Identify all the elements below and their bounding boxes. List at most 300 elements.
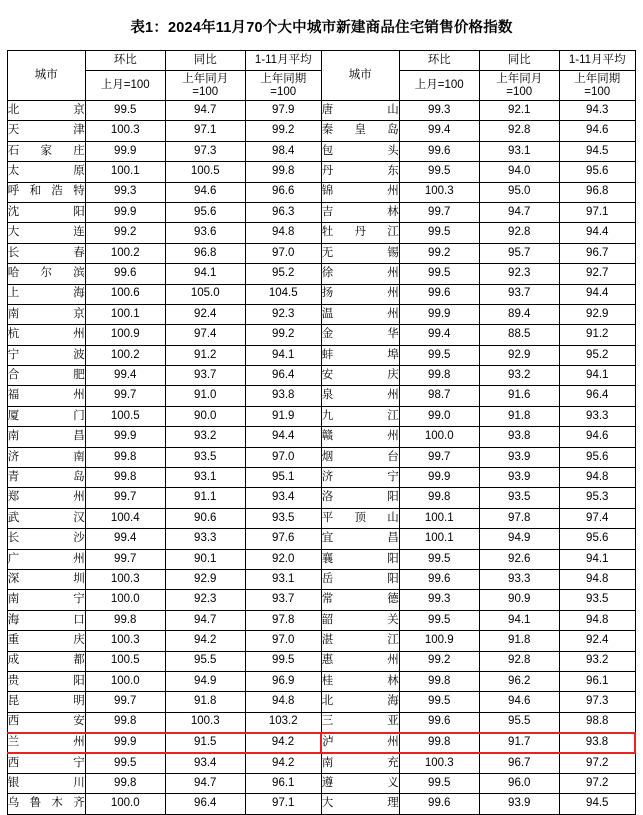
table-row bbox=[7, 631, 635, 651]
city-name-left bbox=[7, 243, 85, 263]
city-name-right bbox=[321, 508, 399, 528]
city-label: 唐山 bbox=[321, 103, 399, 116]
value-cell-right-3: 96.4 bbox=[559, 386, 635, 406]
city-name-left bbox=[7, 794, 85, 814]
table-row bbox=[7, 712, 635, 732]
city-label: 丹东 bbox=[321, 165, 399, 178]
city-name-right bbox=[321, 202, 399, 222]
city-name-left bbox=[7, 304, 85, 324]
city-label: 安庆 bbox=[321, 368, 399, 381]
city-label: 上海 bbox=[7, 287, 85, 300]
value-cell-left-3: 103.2 bbox=[245, 712, 321, 732]
city-name-left bbox=[7, 406, 85, 426]
value-cell-right-2: 92.9 bbox=[479, 345, 559, 365]
city-name-left bbox=[7, 447, 85, 467]
value-cell-right-2: 94.0 bbox=[479, 162, 559, 182]
city-name-left bbox=[7, 284, 85, 304]
value-cell-left-1: 100.3 bbox=[85, 569, 165, 589]
city-label: 海口 bbox=[7, 613, 85, 626]
value-cell-left-3: 97.0 bbox=[245, 243, 321, 263]
value-cell-left-3: 97.6 bbox=[245, 529, 321, 549]
value-cell-right-1: 99.3 bbox=[399, 101, 479, 121]
table-row bbox=[7, 202, 635, 222]
header-sub-line2: =100 bbox=[584, 85, 611, 98]
city-name-right bbox=[321, 264, 399, 284]
value-cell-left-3: 99.5 bbox=[245, 651, 321, 671]
table-row bbox=[7, 141, 635, 161]
city-name-left bbox=[7, 162, 85, 182]
city-name-right bbox=[321, 631, 399, 651]
city-name-right bbox=[321, 427, 399, 447]
city-label: 福州 bbox=[7, 389, 85, 402]
table-row bbox=[7, 773, 635, 793]
value-cell-right-3: 94.6 bbox=[559, 427, 635, 447]
city-name-right bbox=[321, 447, 399, 467]
value-cell-right-1: 99.6 bbox=[399, 569, 479, 589]
header-sub-line1: 上年同期 bbox=[574, 72, 621, 85]
city-label: 北京 bbox=[7, 103, 85, 116]
value-cell-left-2: 105.0 bbox=[165, 284, 245, 304]
value-cell-left-2: 93.4 bbox=[165, 753, 245, 773]
value-cell-left-2: 93.3 bbox=[165, 529, 245, 549]
value-cell-left-2: 91.5 bbox=[165, 733, 245, 753]
value-cell-left-3: 96.4 bbox=[245, 366, 321, 386]
value-cell-left-1: 100.1 bbox=[85, 304, 165, 324]
value-cell-right-2: 96.0 bbox=[479, 773, 559, 793]
city-name-left bbox=[7, 386, 85, 406]
value-cell-right-3: 97.2 bbox=[559, 773, 635, 793]
city-name-right bbox=[321, 712, 399, 732]
value-cell-right-2: 93.1 bbox=[479, 141, 559, 161]
value-cell-left-3: 97.0 bbox=[245, 447, 321, 467]
table-row bbox=[7, 671, 635, 691]
table-row bbox=[7, 366, 635, 386]
city-name-right bbox=[321, 386, 399, 406]
value-cell-left-2: 95.5 bbox=[165, 651, 245, 671]
value-cell-left-2: 100.5 bbox=[165, 162, 245, 182]
city-name-left bbox=[7, 671, 85, 691]
header-group-mom-left: 环比 bbox=[85, 51, 165, 71]
city-name-right bbox=[321, 549, 399, 569]
value-cell-left-1: 99.8 bbox=[85, 712, 165, 732]
value-cell-right-3: 94.8 bbox=[559, 610, 635, 630]
city-name-right bbox=[321, 223, 399, 243]
value-cell-left-1: 99.9 bbox=[85, 733, 165, 753]
value-cell-left-1: 99.8 bbox=[85, 773, 165, 793]
table-row bbox=[7, 223, 635, 243]
table-row bbox=[7, 121, 635, 141]
value-cell-right-3: 93.3 bbox=[559, 406, 635, 426]
header-sub-line1: 上年同月 bbox=[496, 72, 543, 85]
value-cell-left-3: 99.8 bbox=[245, 162, 321, 182]
value-cell-left-2: 92.3 bbox=[165, 590, 245, 610]
value-cell-left-3: 97.1 bbox=[245, 794, 321, 814]
value-cell-right-2: 95.7 bbox=[479, 243, 559, 263]
value-cell-right-2: 90.9 bbox=[479, 590, 559, 610]
table-row bbox=[7, 386, 635, 406]
city-name-left bbox=[7, 121, 85, 141]
price-index-table bbox=[7, 50, 637, 815]
city-name-right bbox=[321, 488, 399, 508]
table-row bbox=[7, 101, 635, 121]
city-label: 武汉 bbox=[7, 511, 85, 524]
city-label: 南宁 bbox=[7, 593, 85, 606]
value-cell-right-2: 95.5 bbox=[479, 712, 559, 732]
value-cell-left-1: 99.8 bbox=[85, 610, 165, 630]
city-label: 温州 bbox=[321, 307, 399, 320]
value-cell-right-3: 96.7 bbox=[559, 243, 635, 263]
table-row bbox=[7, 651, 635, 671]
city-name-left bbox=[7, 590, 85, 610]
value-cell-right-1: 99.3 bbox=[399, 590, 479, 610]
city-name-left bbox=[7, 182, 85, 202]
value-cell-right-2: 91.7 bbox=[479, 733, 559, 753]
value-cell-left-1: 99.7 bbox=[85, 692, 165, 712]
city-name-left bbox=[7, 733, 85, 753]
city-label: 成都 bbox=[7, 654, 85, 667]
value-cell-left-1: 100.1 bbox=[85, 162, 165, 182]
value-cell-right-2: 93.9 bbox=[479, 447, 559, 467]
city-name-left bbox=[7, 325, 85, 345]
value-cell-right-2: 93.9 bbox=[479, 794, 559, 814]
value-cell-right-2: 92.8 bbox=[479, 651, 559, 671]
value-cell-right-3: 97.1 bbox=[559, 202, 635, 222]
city-name-left bbox=[7, 427, 85, 447]
header-sub-line1: 上月=100 bbox=[100, 79, 150, 92]
value-cell-left-2: 93.6 bbox=[165, 223, 245, 243]
value-cell-left-3: 97.0 bbox=[245, 631, 321, 651]
value-cell-right-1: 98.7 bbox=[399, 386, 479, 406]
city-name-right bbox=[321, 651, 399, 671]
value-cell-left-3: 95.1 bbox=[245, 468, 321, 488]
city-label: 襄阳 bbox=[321, 552, 399, 565]
table-row bbox=[7, 692, 635, 712]
value-cell-right-2: 89.4 bbox=[479, 304, 559, 324]
value-cell-left-2: 91.1 bbox=[165, 488, 245, 508]
value-cell-left-1: 99.8 bbox=[85, 468, 165, 488]
city-label: 郑州 bbox=[7, 491, 85, 504]
value-cell-left-3: 99.2 bbox=[245, 121, 321, 141]
value-cell-left-1: 100.5 bbox=[85, 406, 165, 426]
city-label: 沈阳 bbox=[7, 205, 85, 218]
city-label: 遵义 bbox=[321, 776, 399, 789]
value-cell-left-3: 97.8 bbox=[245, 610, 321, 630]
city-label: 石家庄 bbox=[7, 144, 85, 157]
value-cell-left-1: 99.7 bbox=[85, 386, 165, 406]
city-label: 金华 bbox=[321, 328, 399, 341]
city-label: 深圳 bbox=[7, 572, 85, 585]
city-label: 南京 bbox=[7, 307, 85, 320]
city-name-right bbox=[321, 121, 399, 141]
city-label: 扬州 bbox=[321, 287, 399, 300]
city-name-right bbox=[321, 692, 399, 712]
value-cell-left-3: 94.8 bbox=[245, 692, 321, 712]
table-row bbox=[7, 590, 635, 610]
header-group-yoy-left: 同比 bbox=[165, 51, 245, 71]
value-cell-right-3: 94.1 bbox=[559, 549, 635, 569]
city-name-left bbox=[7, 753, 85, 773]
table-row bbox=[7, 529, 635, 549]
value-cell-right-3: 94.3 bbox=[559, 101, 635, 121]
value-cell-right-1: 99.2 bbox=[399, 243, 479, 263]
city-name-right bbox=[321, 590, 399, 610]
value-cell-right-2: 92.3 bbox=[479, 264, 559, 284]
city-label: 西宁 bbox=[7, 756, 85, 769]
value-cell-left-3: 96.3 bbox=[245, 202, 321, 222]
value-cell-right-1: 99.8 bbox=[399, 733, 479, 753]
value-cell-right-1: 99.2 bbox=[399, 651, 479, 671]
city-name-left bbox=[7, 488, 85, 508]
city-label: 广州 bbox=[7, 552, 85, 565]
city-label: 厦门 bbox=[7, 409, 85, 422]
value-cell-right-3: 95.3 bbox=[559, 488, 635, 508]
value-cell-left-2: 93.7 bbox=[165, 366, 245, 386]
city-name-right bbox=[321, 345, 399, 365]
table-row bbox=[7, 325, 635, 345]
city-name-right bbox=[321, 773, 399, 793]
value-cell-right-1: 99.5 bbox=[399, 610, 479, 630]
city-label: 杭州 bbox=[7, 328, 85, 341]
value-cell-left-1: 100.3 bbox=[85, 631, 165, 651]
city-label: 大连 bbox=[7, 226, 85, 239]
city-label: 无锡 bbox=[321, 246, 399, 259]
value-cell-right-3: 97.3 bbox=[559, 692, 635, 712]
value-cell-right-2: 91.8 bbox=[479, 631, 559, 651]
header-sub-yoy-left bbox=[165, 71, 245, 101]
value-cell-left-3: 94.2 bbox=[245, 753, 321, 773]
value-cell-left-3: 94.8 bbox=[245, 223, 321, 243]
value-cell-right-2: 94.9 bbox=[479, 529, 559, 549]
city-label: 泉州 bbox=[321, 389, 399, 402]
value-cell-left-3: 97.9 bbox=[245, 101, 321, 121]
city-label: 包头 bbox=[321, 144, 399, 157]
table-row bbox=[7, 508, 635, 528]
header-sub-avg-right bbox=[559, 71, 635, 101]
value-cell-left-1: 99.2 bbox=[85, 223, 165, 243]
value-cell-right-1: 99.5 bbox=[399, 692, 479, 712]
city-name-left bbox=[7, 468, 85, 488]
value-cell-right-3: 94.1 bbox=[559, 366, 635, 386]
value-cell-left-1: 99.4 bbox=[85, 529, 165, 549]
value-cell-right-1: 99.4 bbox=[399, 121, 479, 141]
value-cell-left-3: 91.9 bbox=[245, 406, 321, 426]
value-cell-left-2: 93.2 bbox=[165, 427, 245, 447]
value-cell-left-2: 94.7 bbox=[165, 773, 245, 793]
value-cell-right-3: 94.4 bbox=[559, 284, 635, 304]
header-sub-line2: =100 bbox=[270, 85, 297, 98]
value-cell-right-3: 94.5 bbox=[559, 141, 635, 161]
table-row bbox=[7, 427, 635, 447]
table-row bbox=[7, 447, 635, 467]
value-cell-left-2: 92.4 bbox=[165, 304, 245, 324]
value-cell-right-2: 92.8 bbox=[479, 223, 559, 243]
city-label: 长春 bbox=[7, 246, 85, 259]
value-cell-left-2: 90.1 bbox=[165, 549, 245, 569]
value-cell-right-3: 92.7 bbox=[559, 264, 635, 284]
value-cell-right-3: 95.6 bbox=[559, 529, 635, 549]
city-name-left bbox=[7, 202, 85, 222]
value-cell-right-1: 100.9 bbox=[399, 631, 479, 651]
city-label: 合肥 bbox=[7, 368, 85, 381]
city-label: 平顶山 bbox=[321, 511, 399, 524]
value-cell-left-1: 99.7 bbox=[85, 488, 165, 508]
value-cell-left-1: 99.5 bbox=[85, 753, 165, 773]
table-row bbox=[7, 304, 635, 324]
table-row bbox=[7, 284, 635, 304]
header-group-avg-left: 1-11月平均 bbox=[245, 51, 321, 71]
table-row bbox=[7, 406, 635, 426]
header-sub-line1: 上年同月 bbox=[182, 72, 229, 85]
city-label: 南昌 bbox=[7, 430, 85, 443]
value-cell-right-1: 100.3 bbox=[399, 182, 479, 202]
value-cell-right-2: 88.5 bbox=[479, 325, 559, 345]
city-label: 烟台 bbox=[321, 450, 399, 463]
value-cell-right-3: 91.2 bbox=[559, 325, 635, 345]
city-name-left bbox=[7, 569, 85, 589]
value-cell-right-2: 94.6 bbox=[479, 692, 559, 712]
header-sub-mom-right bbox=[399, 71, 479, 101]
city-label: 常德 bbox=[321, 593, 399, 606]
header-group-row bbox=[7, 51, 635, 71]
value-cell-left-2: 93.1 bbox=[165, 468, 245, 488]
city-name-right bbox=[321, 101, 399, 121]
table-row bbox=[7, 345, 635, 365]
value-cell-left-2: 94.7 bbox=[165, 610, 245, 630]
value-cell-right-2: 93.8 bbox=[479, 427, 559, 447]
city-label: 南充 bbox=[321, 756, 399, 769]
value-cell-right-1: 99.6 bbox=[399, 284, 479, 304]
city-name-left bbox=[7, 508, 85, 528]
table-row bbox=[7, 162, 635, 182]
value-cell-left-3: 94.2 bbox=[245, 733, 321, 753]
table-row bbox=[7, 264, 635, 284]
value-cell-left-1: 99.3 bbox=[85, 182, 165, 202]
header-sub-mom-left bbox=[85, 71, 165, 101]
city-name-right bbox=[321, 243, 399, 263]
city-label: 银川 bbox=[7, 776, 85, 789]
value-cell-left-2: 91.2 bbox=[165, 345, 245, 365]
value-cell-left-1: 99.7 bbox=[85, 549, 165, 569]
city-name-right bbox=[321, 569, 399, 589]
city-label: 九江 bbox=[321, 409, 399, 422]
value-cell-right-3: 97.4 bbox=[559, 508, 635, 528]
value-cell-left-3: 99.2 bbox=[245, 325, 321, 345]
page-title: 表1：2024年11月70个大中城市新建商品住宅销售价格指数 bbox=[130, 20, 513, 36]
value-cell-right-2: 93.3 bbox=[479, 569, 559, 589]
value-cell-right-1: 99.5 bbox=[399, 345, 479, 365]
value-cell-left-2: 91.0 bbox=[165, 386, 245, 406]
value-cell-left-1: 100.5 bbox=[85, 651, 165, 671]
value-cell-right-1: 99.5 bbox=[399, 264, 479, 284]
value-cell-right-1: 99.5 bbox=[399, 223, 479, 243]
value-cell-right-2: 93.9 bbox=[479, 468, 559, 488]
value-cell-right-2: 93.7 bbox=[479, 284, 559, 304]
city-label: 赣州 bbox=[321, 430, 399, 443]
city-label: 三亚 bbox=[321, 715, 399, 728]
table-head bbox=[7, 51, 635, 101]
value-cell-left-3: 94.1 bbox=[245, 345, 321, 365]
value-cell-left-1: 99.9 bbox=[85, 202, 165, 222]
city-label: 桂林 bbox=[321, 674, 399, 687]
table-row bbox=[7, 753, 635, 773]
value-cell-right-2: 94.1 bbox=[479, 610, 559, 630]
city-label: 洛阳 bbox=[321, 491, 399, 504]
city-label: 乌鲁木齐 bbox=[7, 797, 85, 810]
value-cell-left-3: 93.8 bbox=[245, 386, 321, 406]
city-name-right bbox=[321, 406, 399, 426]
value-cell-left-3: 93.5 bbox=[245, 508, 321, 528]
value-cell-right-2: 91.8 bbox=[479, 406, 559, 426]
value-cell-left-2: 93.5 bbox=[165, 447, 245, 467]
value-cell-right-3: 94.6 bbox=[559, 121, 635, 141]
city-name-right bbox=[321, 529, 399, 549]
value-cell-right-3: 93.5 bbox=[559, 590, 635, 610]
value-cell-left-1: 100.4 bbox=[85, 508, 165, 528]
value-cell-left-2: 96.8 bbox=[165, 243, 245, 263]
table-row bbox=[7, 468, 635, 488]
city-name-left bbox=[7, 773, 85, 793]
header-sub-line1: 上月=100 bbox=[414, 79, 464, 92]
value-cell-right-1: 99.5 bbox=[399, 773, 479, 793]
value-cell-left-1: 100.0 bbox=[85, 671, 165, 691]
value-cell-right-1: 99.7 bbox=[399, 447, 479, 467]
value-cell-right-1: 100.3 bbox=[399, 753, 479, 773]
header-sub-line1: 上年同期 bbox=[260, 72, 307, 85]
value-cell-right-2: 95.0 bbox=[479, 182, 559, 202]
value-cell-left-2: 94.2 bbox=[165, 631, 245, 651]
value-cell-left-3: 92.3 bbox=[245, 304, 321, 324]
city-label: 韶关 bbox=[321, 613, 399, 626]
value-cell-left-2: 94.7 bbox=[165, 101, 245, 121]
city-label: 长沙 bbox=[7, 532, 85, 545]
value-cell-right-2: 96.2 bbox=[479, 671, 559, 691]
value-cell-right-2: 93.2 bbox=[479, 366, 559, 386]
value-cell-left-1: 100.3 bbox=[85, 121, 165, 141]
value-cell-right-1: 99.0 bbox=[399, 406, 479, 426]
value-cell-right-1: 100.0 bbox=[399, 427, 479, 447]
value-cell-left-3: 93.4 bbox=[245, 488, 321, 508]
city-name-right bbox=[321, 141, 399, 161]
value-cell-left-1: 99.9 bbox=[85, 427, 165, 447]
city-label: 徐州 bbox=[321, 267, 399, 280]
city-name-left bbox=[7, 345, 85, 365]
city-label: 重庆 bbox=[7, 634, 85, 647]
value-cell-left-1: 99.9 bbox=[85, 141, 165, 161]
city-label: 惠州 bbox=[321, 654, 399, 667]
value-cell-left-1: 99.5 bbox=[85, 101, 165, 121]
city-label: 宁波 bbox=[7, 348, 85, 361]
value-cell-right-3: 92.9 bbox=[559, 304, 635, 324]
city-label: 宜昌 bbox=[321, 532, 399, 545]
city-label: 哈尔滨 bbox=[7, 267, 85, 280]
table-row bbox=[7, 794, 635, 814]
value-cell-left-2: 92.9 bbox=[165, 569, 245, 589]
value-cell-right-3: 93.2 bbox=[559, 651, 635, 671]
city-label: 岳阳 bbox=[321, 572, 399, 585]
value-cell-right-3: 96.1 bbox=[559, 671, 635, 691]
value-cell-left-3: 96.9 bbox=[245, 671, 321, 691]
city-name-left bbox=[7, 529, 85, 549]
value-cell-left-3: 96.6 bbox=[245, 182, 321, 202]
value-cell-right-2: 97.8 bbox=[479, 508, 559, 528]
value-cell-left-1: 99.4 bbox=[85, 366, 165, 386]
city-name-right bbox=[321, 325, 399, 345]
value-cell-left-3: 95.2 bbox=[245, 264, 321, 284]
value-cell-left-2: 100.3 bbox=[165, 712, 245, 732]
city-label: 锦州 bbox=[321, 185, 399, 198]
value-cell-right-3: 98.8 bbox=[559, 712, 635, 732]
value-cell-left-3: 104.5 bbox=[245, 284, 321, 304]
